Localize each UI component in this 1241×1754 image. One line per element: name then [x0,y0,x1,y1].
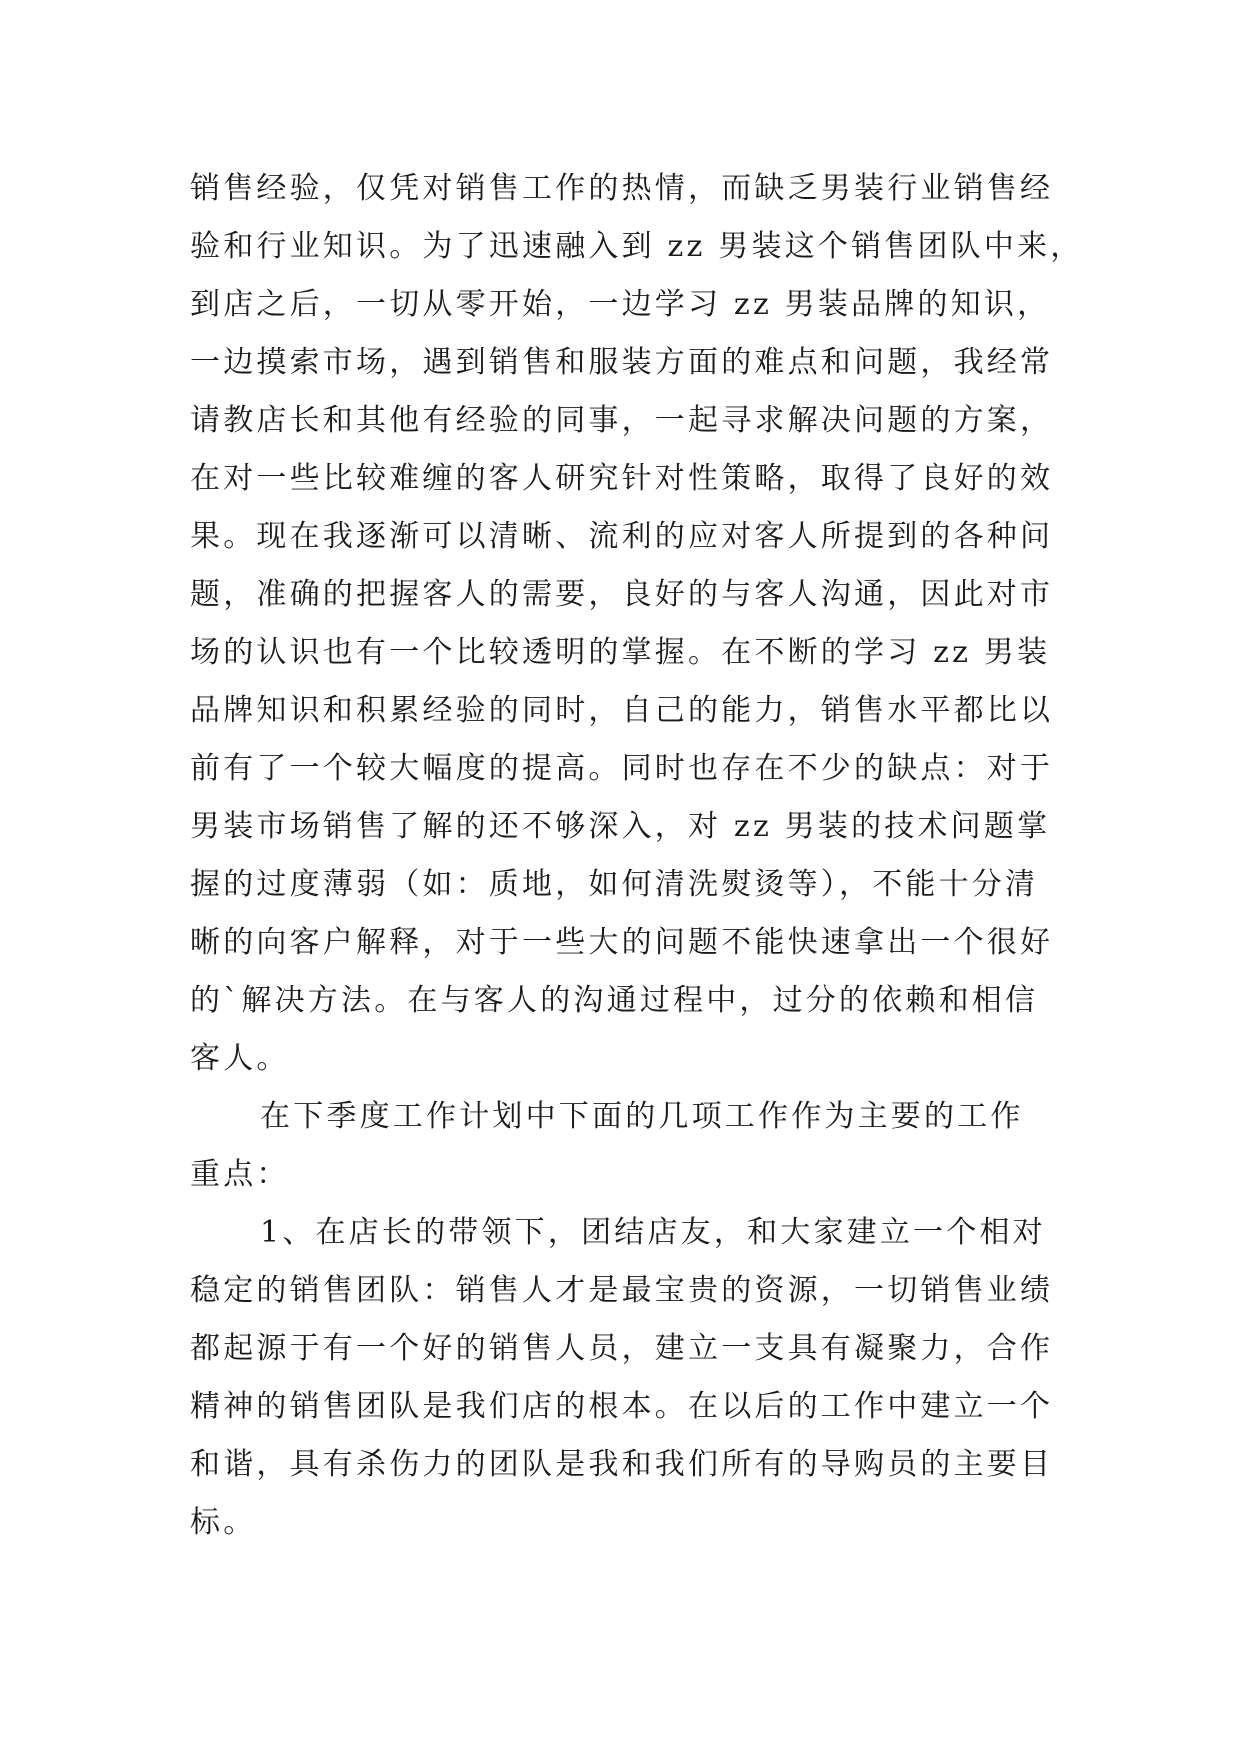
text-line: 都起源于有一个好的销售人员，建立一支具有凝聚力，合作 [190,1331,1054,1366]
text-line: 在下季度工作计划中下面的几项工作作为主要的工作 [260,1099,1024,1134]
text-line: 男装市场销售了解的还不够深入，对 zz 男装的技术问题掌 [190,809,1051,844]
text-line: 客人。 [190,1041,290,1076]
text-line: 稳定的销售团队：销售人才是最宝贵的资源，一切销售业绩 [190,1273,1054,1308]
text-line: 和谐，具有杀伤力的团队是我和我们所有的导购员的主要目 [190,1447,1054,1482]
text-line: 1、在店长的带领下，团结店友，和大家建立一个相对 [260,1215,1046,1250]
text-line: 标。 [190,1505,257,1540]
text-line: 握的过度薄弱（如：质地，如何清洗熨烫等），不能十分清 [190,867,1039,902]
paragraph [190,1088,1060,1204]
text-line: 精神的销售团队是我们店的根本。在以后的工作中建立一个 [190,1389,1054,1424]
text-line: 晰的向客户解释，对于一些大的问题不能快速拿出一个很好 [190,925,1054,960]
body-text [190,160,1084,1552]
text-line: 前有了一个较大幅度的提高。同时也存在不少的缺点：对于 [190,751,1054,786]
text-line: 果。现在我逐渐可以清晰、流利的应对客人所提到的各种问 [190,519,1054,554]
text-line: 验和行业知识。为了迅速融入到 zz 男装这个销售团队中来， [190,229,1084,264]
text-line: 请教店长和其他有经验的同事，一起寻求解决问题的方案， [190,403,1054,438]
paragraph [190,1204,1060,1552]
text-line: 销售经验，仅凭对销售工作的热情，而缺乏男装行业销售经 [190,171,1054,206]
text-line: 在对一些比较难缠的客人研究针对性策略，取得了良好的效 [190,461,1054,496]
text-line: 题，准确的把握客人的需要，良好的与客人沟通，因此对市 [190,577,1054,612]
text-line: 重点： [190,1157,290,1192]
paragraph [190,160,1084,1088]
text-line: 场的认识也有一个比较透明的掌握。在不断的学习 zz 男装 [190,635,1051,670]
text-line: 到店之后，一切从零开始，一边学习 zz 男装品牌的知识， [190,287,1051,322]
text-line: 的`解决方法。在与客人的沟通过程中，过分的依赖和相信 [190,983,1039,1018]
text-line: 品牌知识和积累经验的同时，自己的能力，销售水平都比以 [190,693,1054,728]
text-line: 一边摸索市场，遇到销售和服装方面的难点和问题，我经常 [190,345,1054,380]
